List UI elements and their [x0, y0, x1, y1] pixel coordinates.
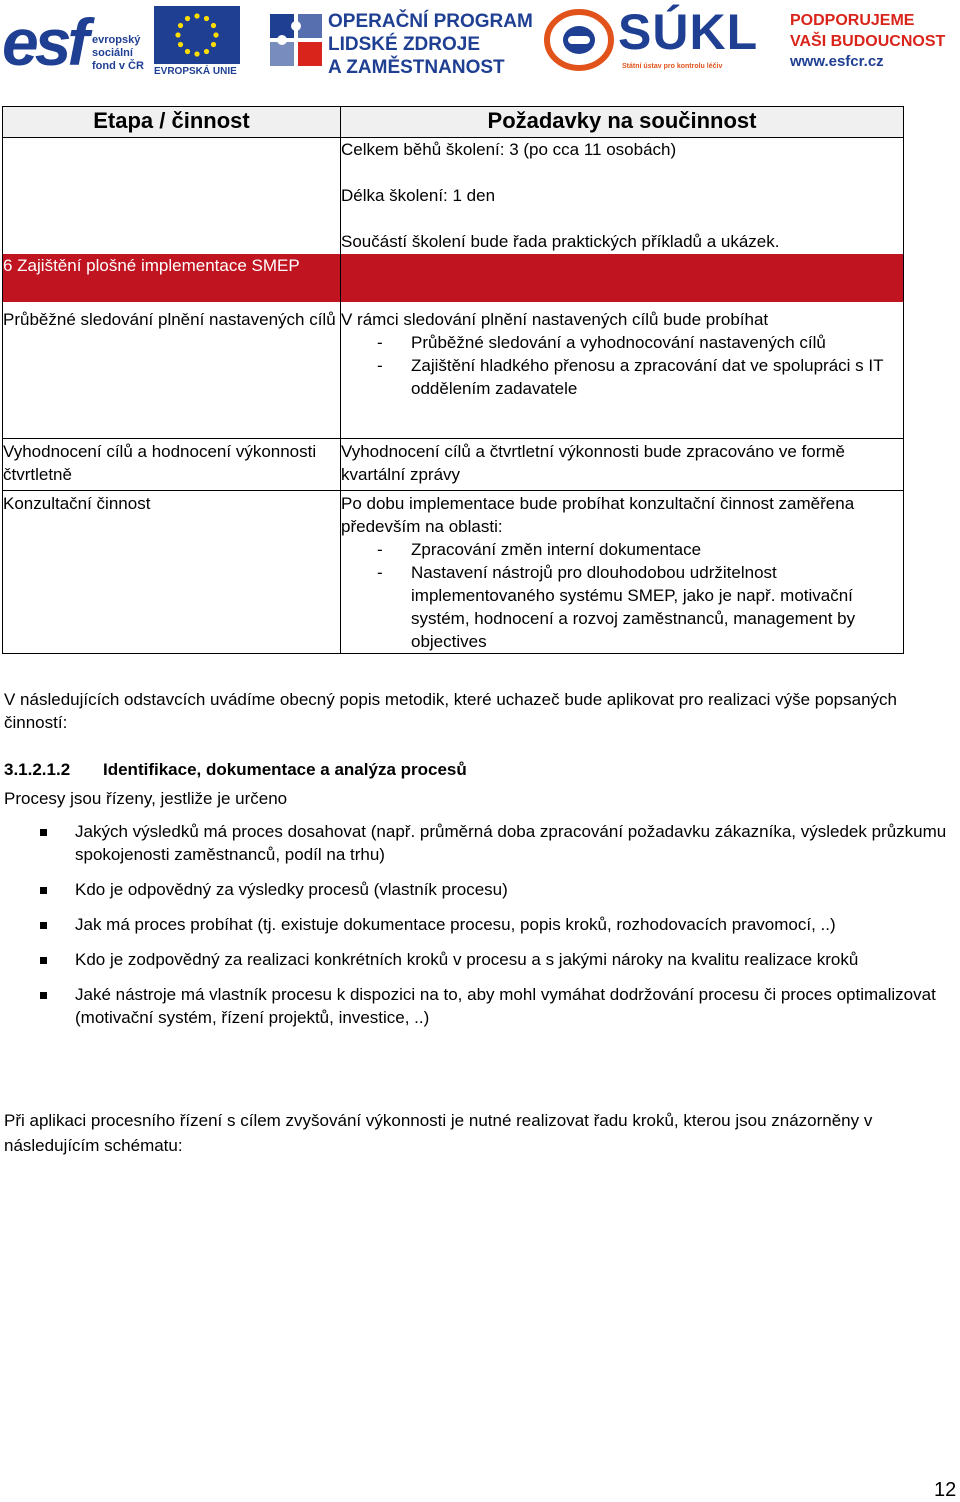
- list-item: Jaké nástroje má vlastník procesu k dispozici na to, aby mohl vymáhat dodržování procesu či proces optimalizovat (motivační systém, řízení projektů, investice, ..): [4, 983, 960, 1029]
- stage-band-right: [341, 254, 904, 302]
- table-cell-stage: [3, 491, 341, 654]
- op-line-2: LIDSKÉ ZDROJE: [328, 34, 481, 55]
- monitoring-list: [341, 331, 903, 400]
- table-row: [3, 138, 904, 255]
- sukl-subtitle: Státní ústav pro kontrolu léčiv: [622, 63, 723, 70]
- table-header-row: [3, 107, 904, 138]
- table-cell-monitoring: [341, 302, 904, 439]
- esf-logo-text: [92, 34, 144, 73]
- table-cell-empty: [3, 138, 341, 255]
- column-header-stage: Etapa / činnost: [3, 107, 341, 138]
- column-header-requirements: Požadavky na součinnost: [341, 107, 904, 138]
- eu-caption: EVROPSKÁ UNIE: [154, 66, 237, 77]
- table-row: [3, 254, 904, 302]
- process-lead: Procesy jsou řízeny, jestliže je určeno: [4, 789, 288, 808]
- support-url: www.esfcr.cz: [790, 53, 884, 70]
- esf-line-1: evropský: [92, 34, 141, 46]
- training-length: Délka školení: 1 den: [341, 186, 496, 205]
- consulting-intro: Po dobu implementace bude probíhat konzultační činnost zaměřena především na oblasti:: [341, 494, 855, 536]
- stage-title: 6 Zajištění plošné implementace SMEP: [3, 256, 300, 275]
- stage-band: [3, 254, 341, 302]
- consulting-title: Konzultační činnost: [3, 494, 151, 513]
- sukl-name: SÚKL: [618, 4, 759, 60]
- support-line-2: VAŠI BUDOUCNOST: [790, 33, 946, 50]
- table-row: [3, 491, 904, 654]
- esf-logo: [2, 6, 150, 78]
- list-item: Kdo je odpovědný za výsledky procesů (vlastník procesu): [4, 878, 960, 901]
- list-item: - Zpracování změn interní dokumentace: [341, 538, 903, 561]
- table-cell-training: [341, 138, 904, 255]
- process-bullets: [4, 820, 960, 1029]
- op-lz-title: [328, 10, 533, 79]
- table-row: [3, 439, 904, 491]
- eu-flag-icon: [154, 6, 240, 64]
- support-logo: [790, 10, 960, 80]
- esf-line-3: fond v ČR: [92, 60, 144, 72]
- eu-logo: [154, 6, 242, 78]
- puzzle-icon: [268, 10, 324, 72]
- evaluation-title: Vyhodnocení cílů a hodnocení výkonnosti čtvrtletně: [3, 442, 317, 484]
- closing-paragraph: Při aplikaci procesního řízení s cílem zvyšování výkonnosti je nutné realizovat řadu kroků, kterou jsou znázorněny v následujícím schématu:: [4, 1111, 873, 1155]
- evaluation-text: Vyhodnocení cílů a čtvrtletní výkonnosti bude zpracováno ve formě kvartální zprávy: [341, 442, 845, 484]
- list-item: - Zajištění hladkého přenosu a zpracování dat ve spolupráci s IT oddělením zadavatele: [341, 354, 903, 400]
- monitoring-title: Průběžné sledování plnění nastavených cílů: [3, 310, 336, 329]
- list-item: Jak má proces probíhat (tj. existuje dokumentace procesu, popis kroků, rozhodovacích pravomocí, ..): [4, 913, 960, 936]
- activities-table: [2, 106, 904, 654]
- table-cell-consulting: [341, 491, 904, 654]
- list-item: Jakých výsledků má proces dosahovat (např. průměrná doba zpracování požadavku zákazníka, výsledek průzkumu spokojenosti zaměstnanců, podíl na trhu): [4, 820, 960, 866]
- table-cell-evaluation: [341, 439, 904, 491]
- esf-logo-letters: esf: [2, 5, 86, 79]
- consulting-list: [341, 538, 903, 653]
- training-runs: Celkem běhů školení: 3 (po cca 11 osobách): [341, 140, 677, 159]
- page-number: 12: [934, 1479, 957, 1501]
- section-number: 3.1.2.1.2: [4, 760, 71, 779]
- logo-header: [0, 0, 960, 84]
- methods-intro: V následujících odstavcích uvádíme obecný popis metodik, které uchazeč bude aplikovat pro realizaci výše popsaných činností:: [4, 690, 897, 732]
- section-heading: [4, 758, 467, 781]
- monitoring-intro: V rámci sledování plnění nastavených cílů bude probíhat: [341, 310, 769, 329]
- support-line-1: PODPORUJEME: [790, 12, 915, 29]
- esf-line-2: sociální: [92, 47, 133, 59]
- op-line-1: OPERAČNÍ PROGRAM: [328, 11, 533, 32]
- op-line-3: A ZAMĚSTNANOST: [328, 57, 505, 78]
- op-lz-logo: [268, 6, 533, 78]
- list-item: - Průběžné sledování a vyhodnocování nastavených cílů: [341, 331, 903, 354]
- table-row: [3, 302, 904, 439]
- table-cell-stage: [3, 302, 341, 439]
- sukl-logo: [544, 6, 766, 78]
- list-item: Kdo je zodpovědný za realizaci konkrétních kroků v procesu a s jakými nároky na kvalitu realizace kroků: [4, 948, 960, 971]
- training-examples: Součástí školení bude řada praktických příkladů a ukázek.: [341, 232, 780, 251]
- section-title: Identifikace, dokumentace a analýza procesů: [103, 760, 467, 779]
- list-item: - Nastavení nástrojů pro dlouhodobou udržitelnost implementovaného systému SMEP, jako je např. motivační systém, hodnocení a rozvoj zaměstnanců, management by objectives: [341, 561, 903, 653]
- sukl-mark-icon: [544, 8, 614, 72]
- table-cell-stage: [3, 439, 341, 491]
